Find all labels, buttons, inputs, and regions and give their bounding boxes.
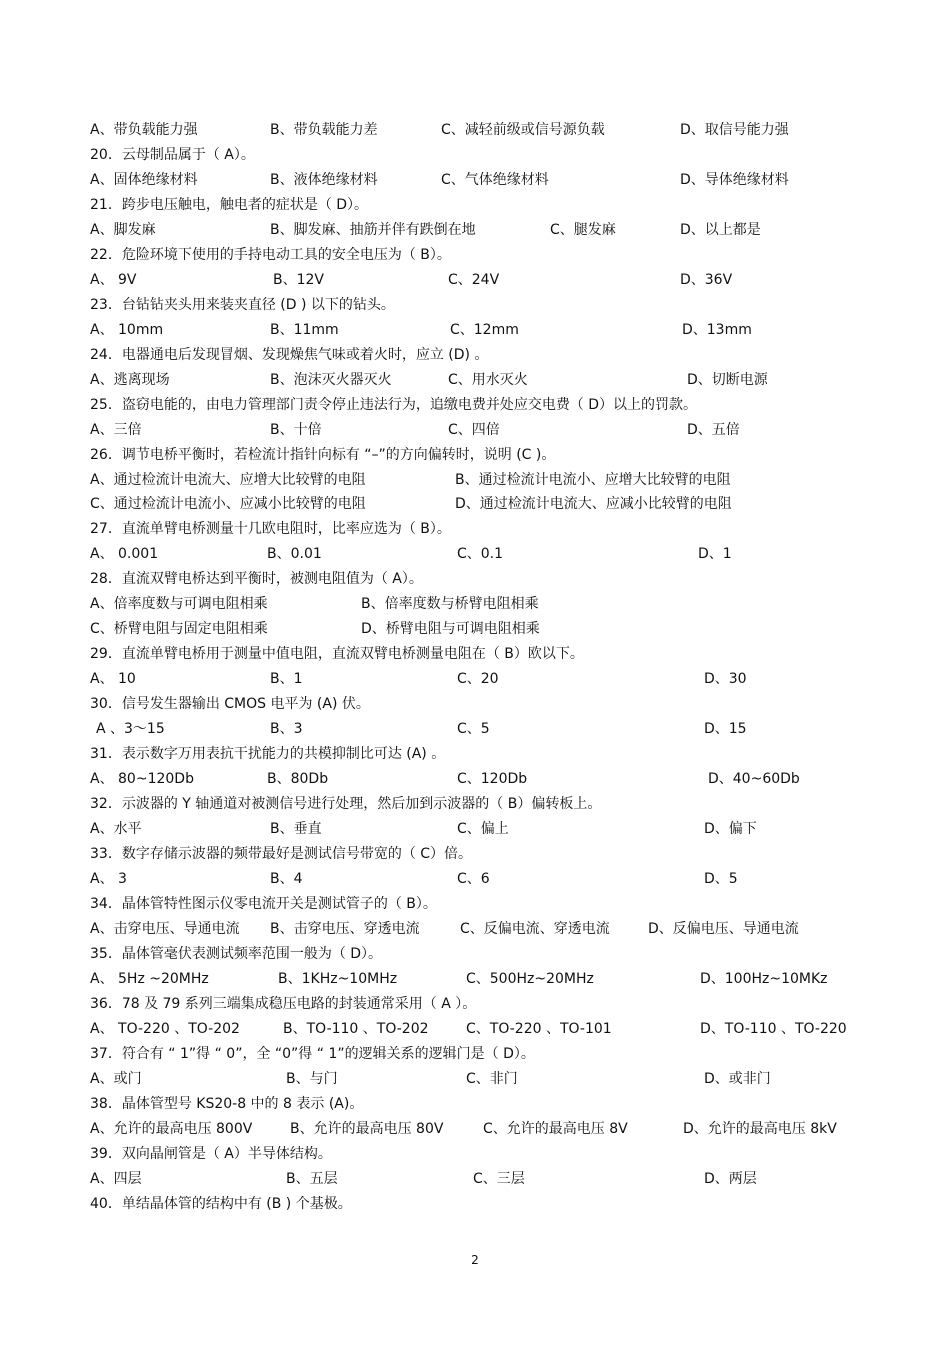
option-text: B、脚发麻、抽筋并伴有跌倒在地 [270, 222, 476, 238]
question-line [0, 994, 950, 1014]
options-line [0, 719, 950, 739]
question-line [0, 245, 950, 265]
option-text: C、腿发麻 [550, 222, 616, 238]
options-line [0, 1119, 950, 1139]
question-text: 37．符合有 “ 1”得 “ 0”，全 “0”得 “ 1”的逻辑关系的逻辑门是（ D）。 [90, 1046, 535, 1062]
option-text: A、 TO-220 、TO-202 [90, 1021, 240, 1037]
option-text: C、桥臂电阻与固定电阻相乘 [90, 621, 268, 637]
question-line [0, 844, 950, 864]
option-text: B、1KHz~10MHz [278, 971, 398, 987]
option-text: C、120Db [457, 771, 528, 787]
question-line [0, 1194, 950, 1214]
option-text: B、1 [270, 671, 303, 687]
option-text: B、80Db [267, 771, 329, 787]
option-text: B、五层 [286, 1171, 338, 1187]
option-text: B、泡沫灭火器灭火 [270, 372, 392, 388]
option-text: D、允许的最高电压 8kV [683, 1121, 837, 1137]
option-text: A、水平 [90, 821, 142, 837]
question-line [0, 1144, 950, 1164]
options-line [0, 170, 950, 190]
option-text: B、0.01 [267, 546, 322, 562]
option-text: C、12mm [450, 322, 519, 338]
question-line [0, 744, 950, 764]
question-line [0, 794, 950, 814]
option-text: C、非门 [466, 1071, 518, 1087]
option-text: B、与门 [286, 1071, 338, 1087]
question-text: 33．数字存储示波器的频带最好是测试信号带宽的（ C）倍。 [90, 846, 473, 862]
option-text: A 、3～15 [96, 721, 165, 737]
options-line [0, 494, 950, 514]
question-text: 38．晶体管型号 KS20-8 中的 8 表示 (A)。 [90, 1096, 364, 1112]
option-text: C、500Hz~20MHz [466, 971, 594, 987]
option-text: D、30 [704, 671, 747, 687]
option-text: A、 10 [90, 671, 136, 687]
question-line [0, 345, 950, 365]
option-text: B、带负载能力差 [270, 122, 378, 138]
option-text: A、逃离现场 [90, 372, 170, 388]
option-text: B、12V [273, 272, 324, 288]
options-line [0, 1069, 950, 1089]
option-text: A、通过检流计电流大、应增大比较臂的电阻 [90, 472, 366, 488]
option-text: D、两层 [704, 1171, 757, 1187]
option-text: C、四倍 [448, 422, 500, 438]
option-text: C、5 [457, 721, 490, 737]
question-text: 21．跨步电压触电，触电者的症状是（ D）。 [90, 197, 369, 213]
option-text: D、40~60Db [708, 771, 800, 787]
question-text: 23．台钻钻夹头用来装夹直径 (D ) 以下的钻头。 [90, 297, 395, 313]
option-text: A、三倍 [90, 422, 142, 438]
options-line [0, 919, 950, 939]
question-text: 36．78 及 79 系列三端集成稳压电路的封装通常采用（ A ）。 [90, 996, 477, 1012]
question-line [0, 519, 950, 539]
options-line [0, 320, 950, 340]
question-text: 32．示波器的 Y 轴通道对被测信号进行处理，然后加到示波器的（ B）偏转板上。 [90, 796, 602, 812]
question-line [0, 944, 950, 964]
options-line [0, 969, 950, 989]
option-text: C、20 [457, 671, 499, 687]
option-text: A、 5Hz ~20MHz [90, 971, 209, 987]
options-line [0, 370, 950, 390]
page-number: 2 [471, 1253, 479, 1267]
option-text: D、15 [704, 721, 747, 737]
question-text: 25．盗窃电能的，由电力管理部门责令停止违法行为，追缴电费并处应交电费（ D）以上的罚款。 [90, 397, 698, 413]
question-text: 29．直流单臂电桥用于测量中值电阻，直流双臂电桥测量电阻在（ B）欧以下。 [90, 646, 584, 662]
question-text: 39．双向晶闸管是（ A）半导体结构。 [90, 1146, 332, 1162]
options-line [0, 1019, 950, 1039]
option-text: D、5 [704, 871, 738, 887]
option-text: A、 80~120Db [90, 771, 194, 787]
options-line [0, 619, 950, 639]
option-text: D、导体绝缘材料 [680, 172, 789, 188]
option-text: A、 3 [90, 871, 127, 887]
option-text: D、取信号能力强 [680, 122, 789, 138]
question-text: 31．表示数字万用表抗干扰能力的共模抑制比可达 (A) 。 [90, 746, 446, 762]
option-text: C、偏上 [457, 821, 509, 837]
option-text: D、TO-110 、TO-220 [700, 1021, 847, 1037]
option-text: D、100Hz~10MKz [700, 971, 828, 987]
option-text: D、13mm [682, 322, 752, 338]
option-text: C、通过检流计电流小、应减小比较臂的电阻 [90, 496, 366, 512]
option-text: A、固体绝缘材料 [90, 172, 198, 188]
options-line [0, 769, 950, 789]
options-line [0, 594, 950, 614]
options-line [0, 544, 950, 564]
option-text: C、减轻前级或信号源负载 [441, 122, 605, 138]
option-text: D、桥臂电阻与可调电阻相乘 [361, 621, 540, 637]
options-line [0, 819, 950, 839]
option-text: B、液体绝缘材料 [270, 172, 378, 188]
option-text: C、反偏电流、穿透电流 [460, 921, 610, 937]
option-text: B、3 [270, 721, 303, 737]
question-text: 35．晶体管毫伏表测试频率范围一般为（ D）。 [90, 946, 383, 962]
option-text: A、脚发麻 [90, 222, 156, 238]
question-line [0, 195, 950, 215]
question-line [0, 1094, 950, 1114]
options-line [0, 1169, 950, 1189]
option-text: D、反偏电压、导通电流 [648, 921, 799, 937]
question-line [0, 644, 950, 664]
option-text: A、四层 [90, 1171, 142, 1187]
option-text: B、击穿电压、穿透电流 [270, 921, 420, 937]
options-line [0, 470, 950, 490]
option-text: B、通过检流计电流小、应增大比较臂的电阻 [455, 472, 731, 488]
option-text: B、4 [270, 871, 303, 887]
option-text: A、 10mm [90, 322, 164, 338]
option-text: C、0.1 [457, 546, 504, 562]
question-text: 30．信号发生器输出 CMOS 电平为 (A) 伏。 [90, 696, 370, 712]
option-text: A、倍率度数与可调电阻相乘 [90, 596, 268, 612]
question-text: 27．直流单臂电桥测量十几欧电阻时，比率应选为（ B）。 [90, 521, 451, 537]
question-line [0, 145, 950, 165]
question-line [0, 569, 950, 589]
option-text: D、切断电源 [687, 372, 768, 388]
question-text: 24．电器通电后发现冒烟、发现燥焦气味或着火时，应立 (D) 。 [90, 347, 489, 363]
question-line [0, 694, 950, 714]
option-text: C、24V [448, 272, 500, 288]
options-line [0, 270, 950, 290]
option-text: D、通过检流计电流大、应减小比较臂的电阻 [455, 496, 732, 512]
option-text: B、十倍 [270, 422, 322, 438]
options-line [0, 869, 950, 889]
option-text: B、允许的最高电压 80V [290, 1121, 444, 1137]
option-text: D、1 [698, 546, 732, 562]
option-text: C、用水灭火 [448, 372, 528, 388]
question-text: 20．云母制品属于（ A）。 [90, 147, 255, 163]
option-text: A、击穿电压、导通电流 [90, 921, 240, 937]
option-text: C、允许的最高电压 8V [483, 1121, 628, 1137]
option-text: D、或非门 [704, 1071, 771, 1087]
question-line [0, 295, 950, 315]
option-text: B、11mm [270, 322, 339, 338]
question-text: 34．晶体管特性图示仪零电流开关是测试管子的（ B）。 [90, 896, 437, 912]
question-text: 26．调节电桥平衡时，若检流计指针向标有 “–”的方向偏转时，说明 (C )。 [90, 447, 556, 463]
option-text: B、TO-110 、TO-202 [283, 1021, 429, 1037]
options-line [0, 120, 950, 140]
option-text: B、垂直 [270, 821, 322, 837]
option-text: A、 9V [90, 272, 137, 288]
question-text: 40．单结晶体管的结构中有 (B ) 个基极。 [90, 1196, 352, 1212]
option-text: C、6 [457, 871, 490, 887]
question-text: 22．危险环境下使用的手持电动工具的安全电压为（ B）。 [90, 247, 451, 263]
option-text: A、带负载能力强 [90, 122, 198, 138]
question-line [0, 894, 950, 914]
option-text: B、倍率度数与桥臂电阻相乘 [361, 596, 539, 612]
question-line [0, 445, 950, 465]
option-text: D、36V [680, 272, 733, 288]
option-text: D、以上都是 [680, 222, 761, 238]
question-text: 28．直流双臂电桥达到平衡时，被测电阻值为（ A）。 [90, 571, 423, 587]
option-text: C、三层 [473, 1171, 525, 1187]
options-line [0, 420, 950, 440]
option-text: A、允许的最高电压 800V [90, 1121, 253, 1137]
question-line [0, 1044, 950, 1064]
question-line [0, 395, 950, 415]
option-text: A、 0.001 [90, 546, 159, 562]
options-line [0, 669, 950, 689]
option-text: C、TO-220 、TO-101 [466, 1021, 612, 1037]
option-text: D、五倍 [687, 422, 740, 438]
option-text: A、或门 [90, 1071, 142, 1087]
options-line [0, 220, 950, 240]
option-text: D、偏下 [704, 821, 757, 837]
option-text: C、气体绝缘材料 [441, 172, 549, 188]
